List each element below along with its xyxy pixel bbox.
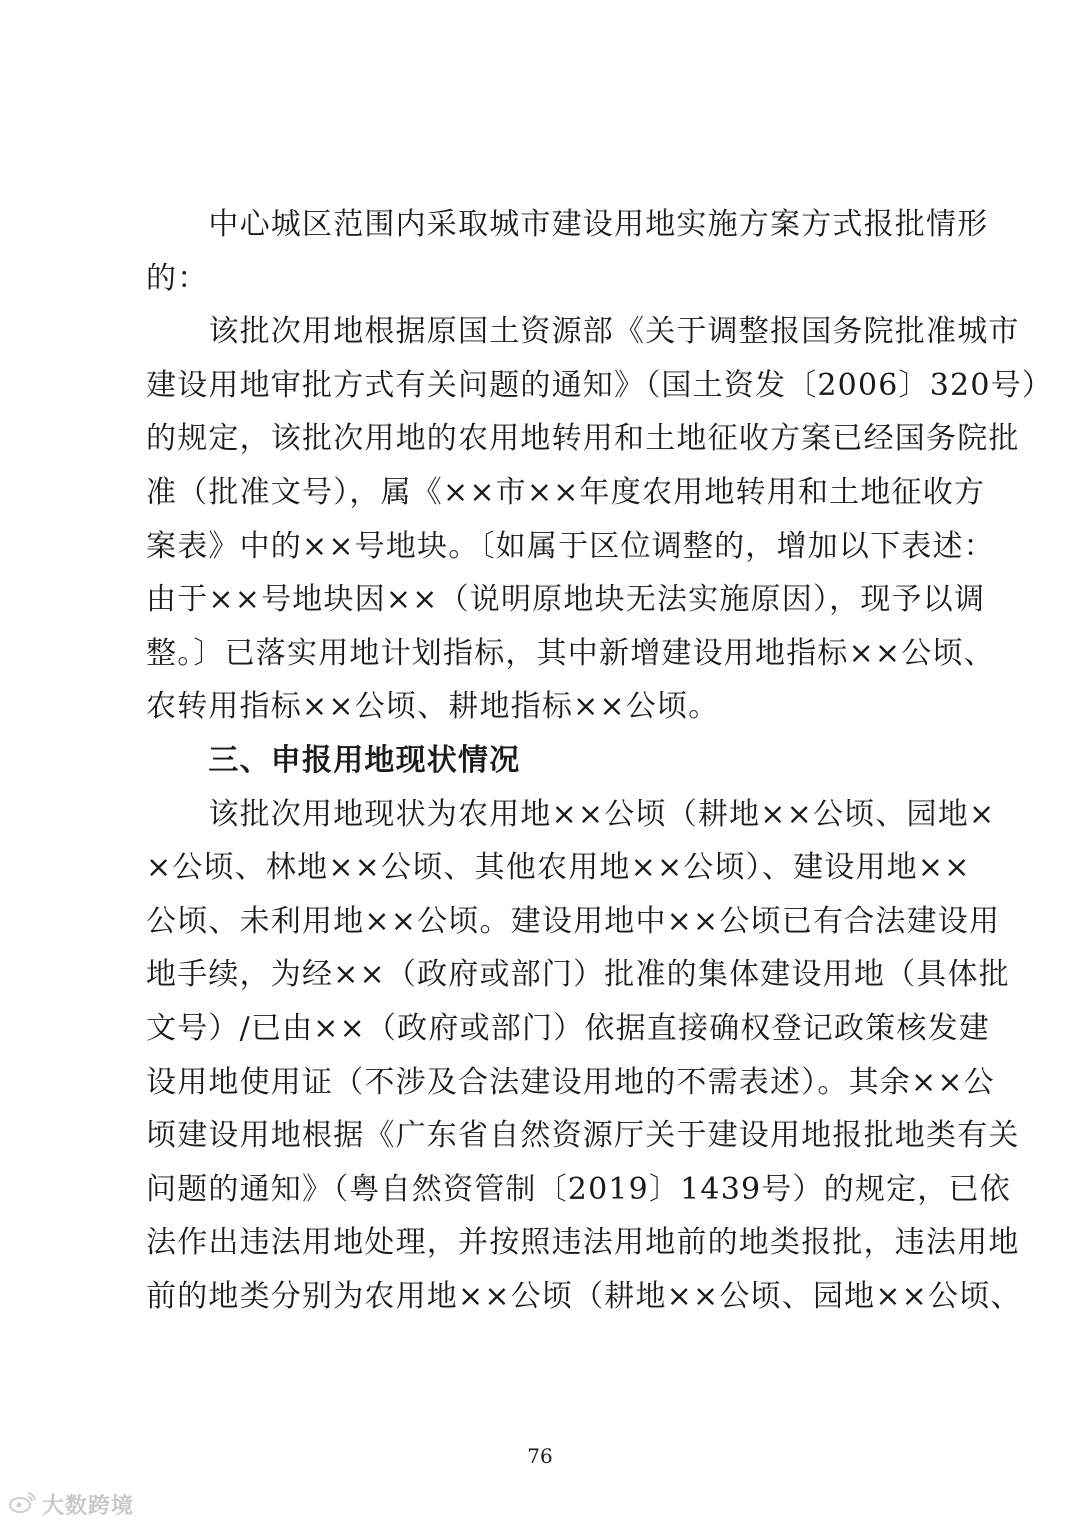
text-line: 公顷、未利用地××公顷。建设用地中××公顷已有合法建设用 (146, 903, 1001, 939)
watermark (8, 1488, 134, 1520)
text-line: 文号）/已由××（政府或部门）依据直接确权登记政策核发建 (146, 1010, 990, 1046)
text-line: 的： (146, 260, 209, 296)
text-line: 整。〕已落实用地计划指标，其中新增建设用地指标××公顷、 (146, 635, 995, 671)
text-line: 的规定，该批次用地的农用地转用和土地征收方案已经国务院批 (146, 421, 1020, 457)
text-line: 中心城区范围内采取城市建设用地实施方案方式报批情形 (146, 207, 989, 242)
watermark-text: 大数跨境 (42, 1493, 135, 1519)
body-text (146, 198, 1054, 1323)
page-number: 76 (527, 1444, 553, 1468)
text-line: 顷建设用地根据《广东省自然资源厅关于建设用地报批地类有关 (146, 1118, 1020, 1154)
text-line: 该批次用地现状为农用地××公顷（耕地××公顷、园地× (146, 796, 996, 832)
text-line: 建设用地审批方式有关问题的通知》（国土资发〔2006〕320号） (146, 367, 1054, 403)
text-line: 该批次用地根据原国土资源部《关于调整报国务院批准城市 (146, 314, 1020, 350)
section-heading: 三、申报用地现状情况 (146, 742, 521, 778)
text-line: 前的地类分别为农用地××公顷（耕地××公顷、园地××公顷、 (146, 1278, 1022, 1314)
text-line: ×公顷、林地××公顷、其他农用地××公顷）、建设用地×× (146, 850, 971, 886)
text-line: 设用地使用证（不涉及合法建设用地的不需表述）。其余××公 (146, 1064, 995, 1100)
text-line: 准（批准文号），属《××市××年度农用地转用和土地征收方 (146, 474, 986, 510)
text-line: 案表》中的××号地块。〔如属于区位调整的，增加以下表述： (146, 528, 995, 564)
text-line: 法作出违法用地处理，并按照违法用地前的地类报批，违法用地 (146, 1225, 1020, 1261)
text-line: 由于××号地块因××（说明原地块无法实施原因），现予以调 (146, 582, 986, 618)
weibo-logo-icon (8, 1490, 38, 1518)
text-line: 问题的通知》（粤自然资管制〔2019〕1439号）的规定，已依 (146, 1171, 1011, 1207)
text-line: 农转用指标××公顷、耕地指标××公顷。 (146, 689, 720, 725)
text-line: 地手续，为经××（政府或部门）批准的集体建设用地（具体批 (146, 957, 1010, 993)
